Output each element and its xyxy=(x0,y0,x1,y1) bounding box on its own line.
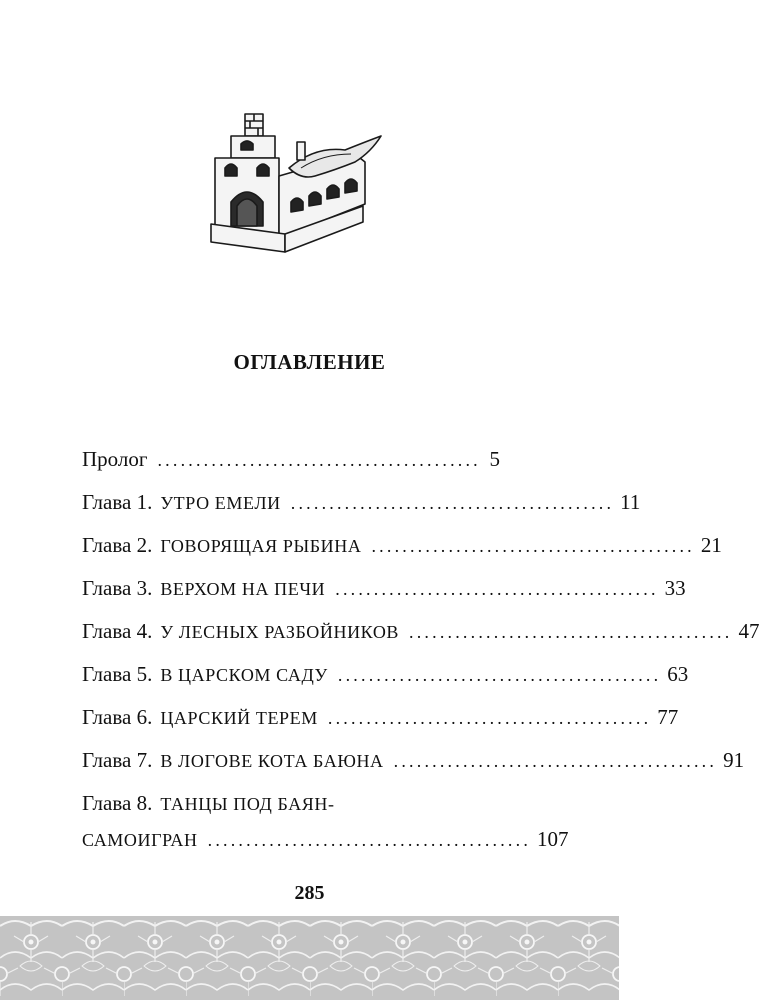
toc-entry-chapter-3 xyxy=(82,573,686,616)
toc-entry-prologue xyxy=(82,444,500,487)
toc-entry-title: ВЕРХОМ НА ПЕЧИ xyxy=(160,579,326,599)
toc-entry-prefix: Пролог xyxy=(82,447,148,471)
toc-page-number: 11 xyxy=(620,490,641,514)
toc-entry-title: УТРО ЕМЕЛИ xyxy=(160,493,281,513)
toc-page-number: 91 xyxy=(723,748,745,772)
toc-leader-dots: .......................................... xyxy=(290,493,615,513)
toc-entry-prefix: Глава 8. xyxy=(82,791,153,815)
toc-entry-chapter-7 xyxy=(82,745,745,788)
toc-entry-chapter-8 xyxy=(82,788,500,824)
toc-leader-dots: .......................................... xyxy=(327,708,652,728)
toc-page-number: 77 xyxy=(657,705,679,729)
toc-entry-title: ГОВОРЯЩАЯ РЫБИНА xyxy=(160,536,362,556)
toc-entry-chapter-6 xyxy=(82,702,679,745)
toc-entry-prefix: Глава 5. xyxy=(82,662,153,686)
toc-entry-chapter-4 xyxy=(82,616,759,659)
toc-entry-prefix: Глава 4. xyxy=(82,619,153,643)
toc-entry-prefix: Глава 7. xyxy=(82,748,153,772)
toc-entry-prefix: Глава 1. xyxy=(82,490,153,514)
toc-page-number: 5 xyxy=(489,447,500,471)
russian-stove-illustration xyxy=(205,106,385,256)
toc-page-number: 63 xyxy=(667,662,689,686)
page-number: 285 xyxy=(294,882,325,904)
toc-entry-title: ЦАРСКИЙ ТЕРЕМ xyxy=(160,708,318,728)
toc-entry-chapter-2 xyxy=(82,530,722,573)
toc-leader-dots: .......................................... xyxy=(409,622,733,642)
toc-leader-dots: .......................................... xyxy=(335,579,659,599)
toc-page-number: 21 xyxy=(700,533,722,557)
toc-entry-title: В ЛОГОВЕ КОТА БАЮНА xyxy=(160,751,384,771)
floral-ornament-border xyxy=(0,916,619,1000)
toc-entry-title: В ЦАРСКОМ САДУ xyxy=(160,665,328,685)
toc-entry-prefix: Глава 3. xyxy=(82,576,153,600)
toc-entry-title: У ЛЕСНЫХ РАЗБОЙНИКОВ xyxy=(160,622,400,642)
toc-page-number: 33 xyxy=(664,576,686,600)
toc-heading: ОГЛАВЛЕНИЕ xyxy=(233,350,386,374)
toc-entry-chapter-8-continued xyxy=(82,824,569,867)
toc-entry-prefix: Глава 2. xyxy=(82,533,153,557)
toc-entry-title-continued: САМОИГРАН xyxy=(82,830,198,850)
toc-leader-dots: .......................................... xyxy=(337,665,662,685)
toc-leader-dots: .......................................... xyxy=(393,751,718,771)
toc-entry-chapter-1 xyxy=(82,487,641,530)
toc-page-number: 47 xyxy=(738,619,759,643)
toc-entry-title: ТАНЦЫ ПОД БАЯН- xyxy=(160,794,335,814)
table-of-contents xyxy=(82,444,759,867)
toc-entry-prefix: Глава 6. xyxy=(82,705,153,729)
toc-entry-chapter-5 xyxy=(82,659,689,702)
toc-page-number: 107 xyxy=(537,827,569,851)
toc-leader-dots: .......................................... xyxy=(157,450,481,470)
toc-leader-dots: .......................................... xyxy=(207,830,532,850)
toc-leader-dots: .......................................... xyxy=(371,536,695,556)
